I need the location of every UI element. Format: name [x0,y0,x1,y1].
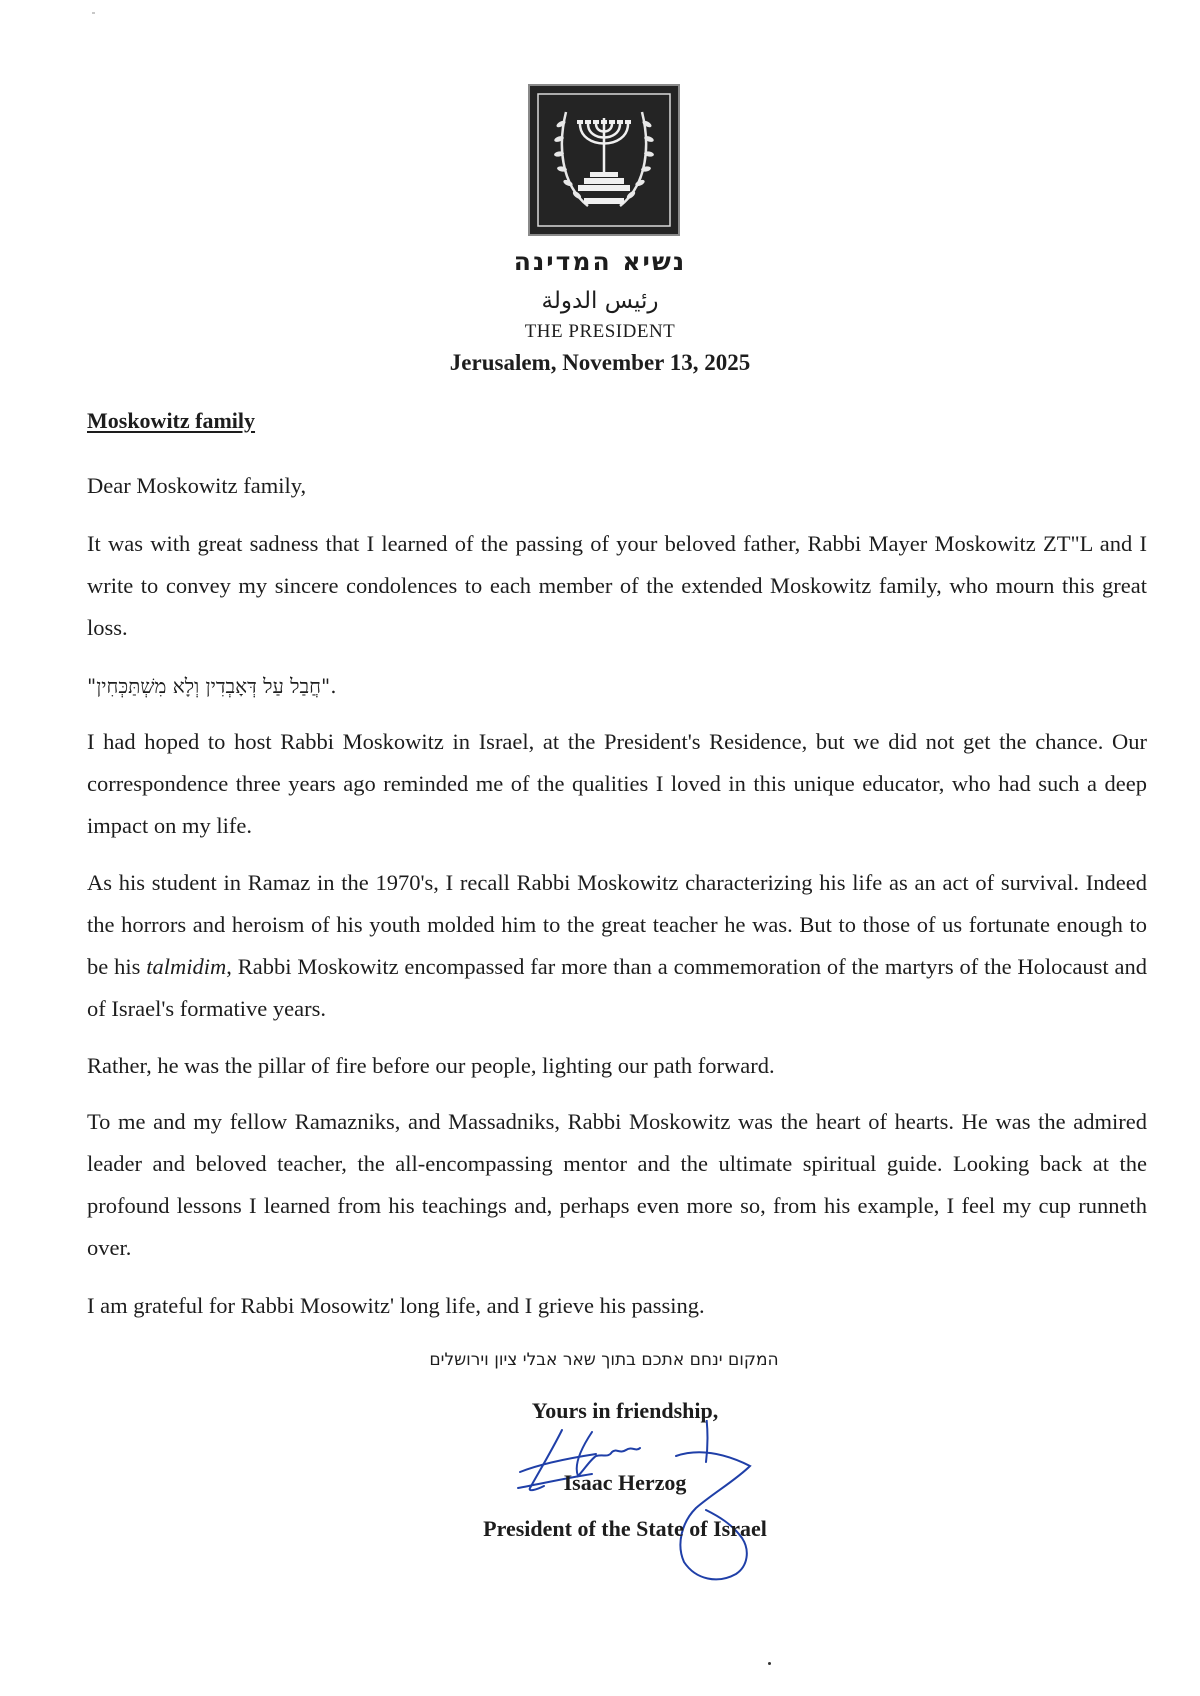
scan-speck [768,1662,771,1665]
paragraph-2: I had hoped to host Rabbi Moskowitz in Israel, at the President's Residence, but we did not get the chance. Our correspondence three years ago reminded me of the qualities I loved in this unique educator, who had such a deep impact on my life. [87,729,1147,838]
letterhead-english-title: THE PRESIDENT [524,321,676,342]
paragraph-1: It was with great sadness that I learned of the passing of your beloved father, Rabbi Mayer Moskowitz ZT"L and I write to convey my sincere condolences to each member of the extended Moskowitz family, who mourn this great loss. [87,531,1147,640]
hebrew-blessing: המקום ינחם אתכם בתוך שאר אבלי ציון וירושלים [429,1350,779,1370]
paragraph-3 [87,862,1147,1030]
paragraph-4: Rather, he was the pillar of fire before our people, lighting our path forward. [87,1053,775,1078]
letterhead-arabic-title: رئيس الدولة [541,288,659,314]
recipient-heading: Moskowitz family [87,408,256,433]
valediction: Yours in friendship, [531,1398,719,1423]
paragraph-3-part-b: , Rabbi Moskowitz encompassed far more than a commemoration of the martyrs of the Holocaust and of Israel's formative years. [87,954,1147,1021]
aramaic-quote: "חֲבַל עַל דְּאָבְדִין וְלָא מִשְׁתַּכְּחִין". [87,674,337,698]
menorah-emblem-icon [528,84,680,236]
paragraph-3-part-a: As his student in Ramaz in the 1970's, I recall Rabbi Moskowitz characterizing his life as an act of survival. Indeed the horrors and heroism of his youth molded him to the great teacher he was. But to those of us fortunate enough to be his [87,870,1147,979]
paragraph-5: To me and my fellow Ramazniks, and Massadniks, Rabbi Moskowitz was the heart of hearts. He was the admired leader and beloved teacher, the all-encompassing mentor and the ultimate spiritual guide. Looking back at the profound lessons I learned from his teachings and, perhaps even more so, from his example, I feel my cup runneth over. [87,1109,1147,1260]
letterhead-hebrew-title: נשיא המדינה [513,247,687,276]
signer-title: President of the State of Israel [483,1516,767,1541]
talmidim-word: talmidim [146,954,227,979]
signer-name: Isaac Herzog [563,1470,687,1495]
salutation: Dear Moskowitz family, [87,473,307,498]
dateline: Jerusalem, November 13, 2025 [449,350,751,375]
paragraph-6: I am grateful for Rabbi Mosowitz' long life, and I grieve his passing. [87,1293,705,1318]
scan-speck [92,12,95,14]
